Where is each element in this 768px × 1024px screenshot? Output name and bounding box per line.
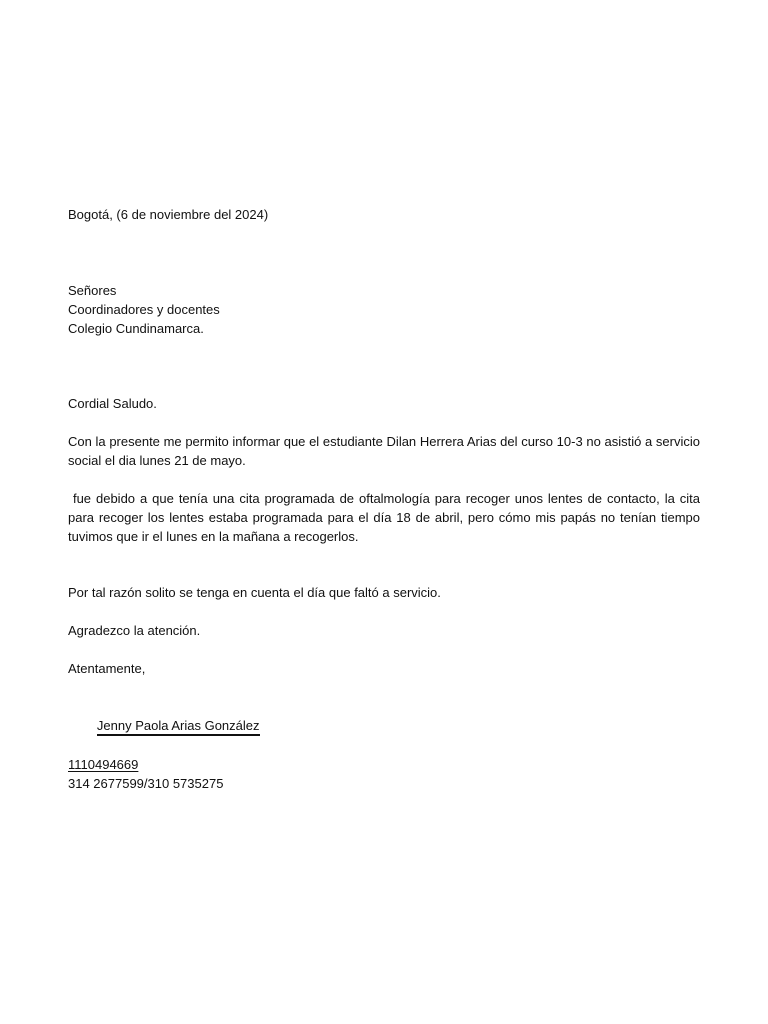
recipient-line-1: Señores (68, 283, 117, 298)
signature-block (68, 697, 700, 793)
spacer (68, 413, 700, 432)
spacer (68, 546, 700, 583)
spacer (68, 678, 700, 697)
recipient-line-2: Coordinadores y docentes (68, 302, 220, 317)
spacer (68, 338, 700, 394)
date-line: Bogotá, (6 de noviembre del 2024) (68, 207, 269, 222)
paragraph-1: Con la presente me permito informar que el estudiante Dilan Herrera Arias del curso 10-3 no asistió a servicio social el dia lunes 21 de mayo. (68, 434, 704, 468)
spacer (68, 640, 700, 659)
paragraph-2: fue debido a que tenía una cita programada de oftalmología para recoger unos lentes de contacto, la cita para recoger los lentes estaba programada para el día 18 de abril, pero cómo mis papás no tenían tiempo tuvimos que ir el lunes en la mañana a recogerlos. (68, 491, 704, 544)
thanks-line: Agradezco la atención. (68, 623, 201, 638)
recipient-block (68, 281, 700, 338)
recipient-line-3: Colegio Cundinamarca. (68, 321, 204, 336)
signature-phones: 314 2677599/310 5735275 (68, 776, 224, 791)
greeting: Cordial Saludo. (68, 396, 157, 411)
closing-line: Atentamente, (68, 661, 146, 676)
spacer (68, 470, 700, 489)
spacer (68, 224, 700, 281)
letter-body (68, 205, 704, 793)
signature-id-number: 1110494669 (68, 757, 139, 772)
signature-name: Jenny Paola Arias González (97, 718, 260, 736)
spacer (68, 602, 700, 621)
signature-name-line (68, 697, 700, 755)
paragraph-3: Por tal razón solito se tenga en cuenta el día que faltó a servicio. (68, 585, 441, 600)
